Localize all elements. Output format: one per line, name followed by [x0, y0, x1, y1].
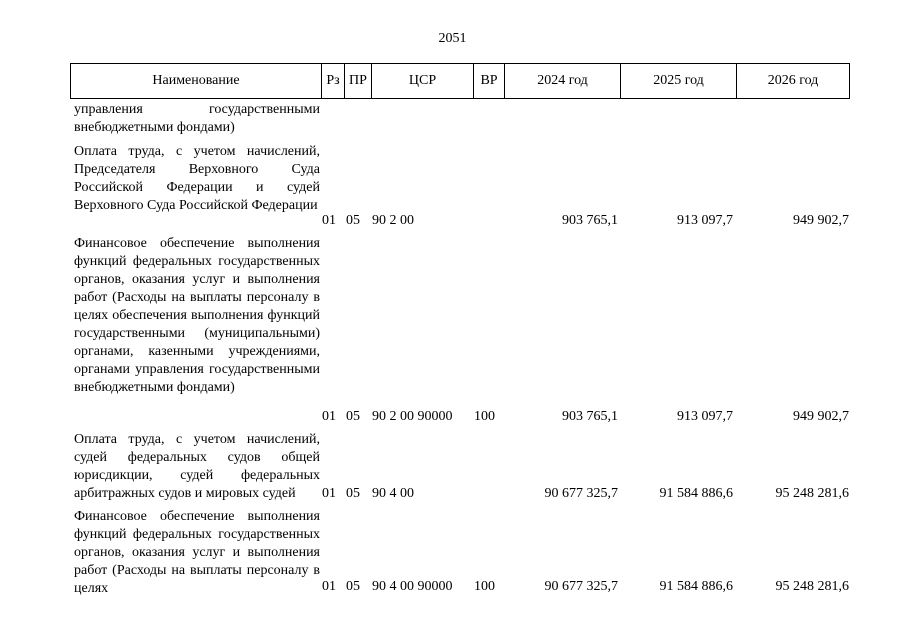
row-3-pr: 05	[346, 486, 360, 501]
row-2-rz: 01	[322, 409, 336, 424]
row-2-2026: 949 902,7	[793, 409, 849, 424]
row-1-pr: 05	[346, 213, 360, 228]
row-4-csr: 90 4 00 90000	[372, 579, 453, 594]
row-1-name: Оплата труда, с учетом начислений, Председателя Верховного Суда Российской Федерации и судей Верховного Суда Российской Федерации	[74, 144, 320, 213]
row-4-2026: 95 248 281,6	[775, 579, 849, 594]
row-1-rz: 01	[322, 213, 336, 228]
row-3-name: Оплата труда, с учетом начислений, судей федеральных судов общей юрисдикции, судей федеральных арбитражных судов и мировых судей	[74, 432, 320, 501]
row-3-2025: 91 584 886,6	[659, 486, 733, 501]
row-1-2026: 949 902,7	[793, 213, 849, 228]
row-3-csr: 90 4 00	[372, 486, 414, 501]
header-csr: ЦСР	[372, 64, 474, 98]
header-pr: ПР	[345, 64, 372, 98]
row-3-2026: 95 248 281,6	[775, 486, 849, 501]
row-4-2025: 91 584 886,6	[659, 579, 733, 594]
page-number: 2051	[438, 31, 467, 46]
row-2-csr: 90 2 00 90000	[372, 409, 453, 424]
row-2-2025: 913 097,7	[677, 409, 733, 424]
row-4-name: Финансовое обеспечение выполнения функций федеральных государственных органов, оказания услуг и выполнения работ (Расходы на выплаты персоналу в целях	[74, 509, 320, 596]
row-4-2024: 90 677 325,7	[544, 579, 618, 594]
row-4-vr: 100	[474, 579, 495, 594]
row-0-name: управления государственными внебюджетными фондами)	[74, 102, 320, 135]
row-4-rz: 01	[322, 579, 336, 594]
header-rz: Рз	[322, 64, 345, 98]
row-1-2025: 913 097,7	[677, 213, 733, 228]
header-2024: 2024 год	[505, 64, 621, 98]
row-1-csr: 90 2 00	[372, 213, 414, 228]
row-4-pr: 05	[346, 579, 360, 594]
header-2025: 2025 год	[621, 64, 737, 98]
row-1-2024: 903 765,1	[562, 213, 618, 228]
row-3-2024: 90 677 325,7	[544, 486, 618, 501]
header-2026: 2026 год	[767, 73, 819, 88]
header-vr: ВР	[474, 64, 505, 98]
header-name: Наименование	[71, 64, 322, 98]
row-2-vr: 100	[474, 409, 495, 424]
row-2-pr: 05	[346, 409, 360, 424]
table-header	[70, 63, 850, 99]
row-2-name: Финансовое обеспечение выполнения функций федеральных государственных органов, оказания услуг и выполнения работ (Расходы на выплаты персоналу в целях обеспечения выполнения функций государственными (муниципальными) органами, казенными учреждениями, органами управления государственными внебюджетными фондами)	[74, 236, 320, 395]
row-3-rz: 01	[322, 486, 336, 501]
row-2-2024: 903 765,1	[562, 409, 618, 424]
